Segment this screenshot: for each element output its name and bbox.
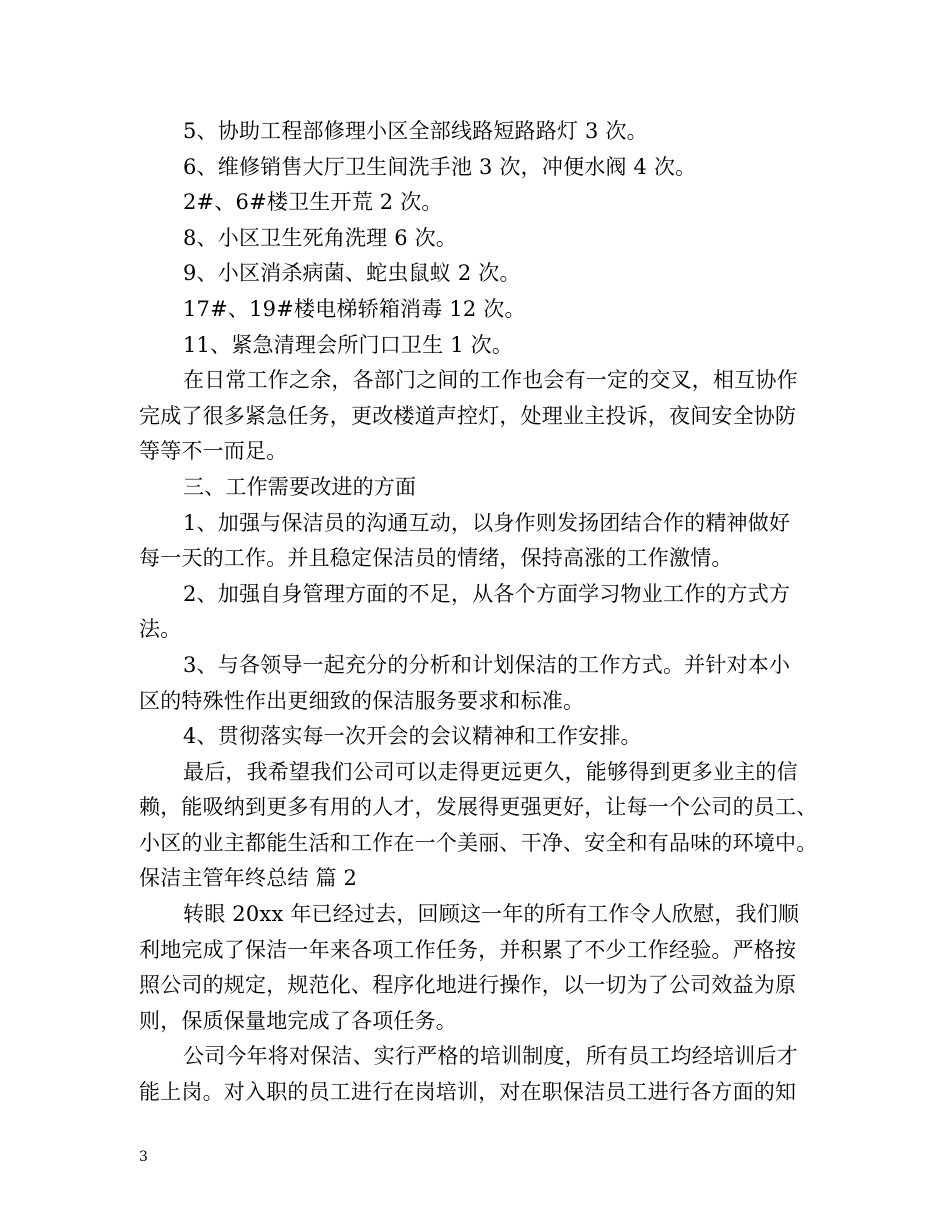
text-line: 法。: [139, 617, 182, 642]
text-line: 11、紧急清理会所门口卫生 1 次。: [183, 332, 514, 357]
text-line: 转眼 20xx 年已经过去，回顾这一年的所有工作令人欣慰，我们顺: [183, 902, 800, 927]
text-line: 利地完成了保洁一年来各项工作任务，并积累了不少工作经验。严格按: [139, 937, 797, 962]
document-body: [139, 114, 823, 1111]
text-line: 8、小区卫生死角洗理 6 次。: [183, 225, 458, 250]
text-line: 5、协助工程部修理小区全部线路短路路灯 3 次。: [183, 119, 648, 143]
text-line: 在日常工作之余，各部门之间的工作也会有一定的交叉，相互协作: [183, 368, 798, 393]
text-line: 2#、6#楼卫生开荒 2 次。: [183, 190, 443, 215]
text-line: 2、加强自身管理方面的不足，从各个方面学习物业工作的方式方: [183, 581, 791, 606]
text-line: 9、小区消杀病菌、蛇虫鼠蚁 2 次。: [183, 261, 521, 286]
text-line: 6、维修销售大厅卫生间洗手池 3 次，冲便水阀 4 次。: [183, 154, 697, 179]
text-line: 照公司的规定，规范化、程序化地进行操作，以一切为了公司效益为原: [139, 973, 797, 998]
text-line: 则，保质保量地完成了各项任务。: [139, 1008, 457, 1033]
text-line: 1、加强与保洁员的沟通互动，以身作则发扬团结合作的精神做好: [183, 510, 791, 535]
text-line: 三、工作需要改进的方面: [183, 474, 417, 499]
text-line: 完成了很多紧急任务，更改楼道声控灯，处理业主投诉，夜间安全协防: [139, 403, 797, 428]
text-line: 小区的业主都能生活和工作在一个美丽、干净、安全和有品味的环境中。: [139, 830, 818, 855]
text-line: 赖，能吸纳到更多有用的人才，发展得更强更好，让每一个公司的员工、: [139, 795, 818, 820]
text-line: 最后，我希望我们公司可以走得更远更久，能够得到更多业主的信: [183, 759, 798, 784]
page-number: 3: [139, 1149, 148, 1165]
text-line: 能上岗。对入职的员工进行在岗培训，对在职保洁员工进行各方面的知: [139, 1080, 797, 1105]
text-line: 3、与各领导一起充分的分析和计划保洁的工作方式。并针对本小: [183, 652, 791, 677]
text-line: 4、贯彻落实每一次开会的会议精神和工作安排。: [183, 724, 642, 749]
text-line: 17#、19#楼电梯轿箱消毒 12 次。: [183, 296, 526, 321]
text-line: 公司今年将对保洁、实行严格的培训制度，所有员工均经培训后才: [183, 1044, 798, 1069]
text-line: 保洁主管年终总结 篇 2: [139, 866, 358, 891]
text-line: 区的特殊性作出更细致的保洁服务要求和标准。: [139, 688, 585, 713]
text-line: 每一天的工作。并且稳定保洁员的情绪，保持高涨的工作激情。: [139, 546, 733, 571]
text-line: 等等不一而足。: [139, 439, 288, 464]
